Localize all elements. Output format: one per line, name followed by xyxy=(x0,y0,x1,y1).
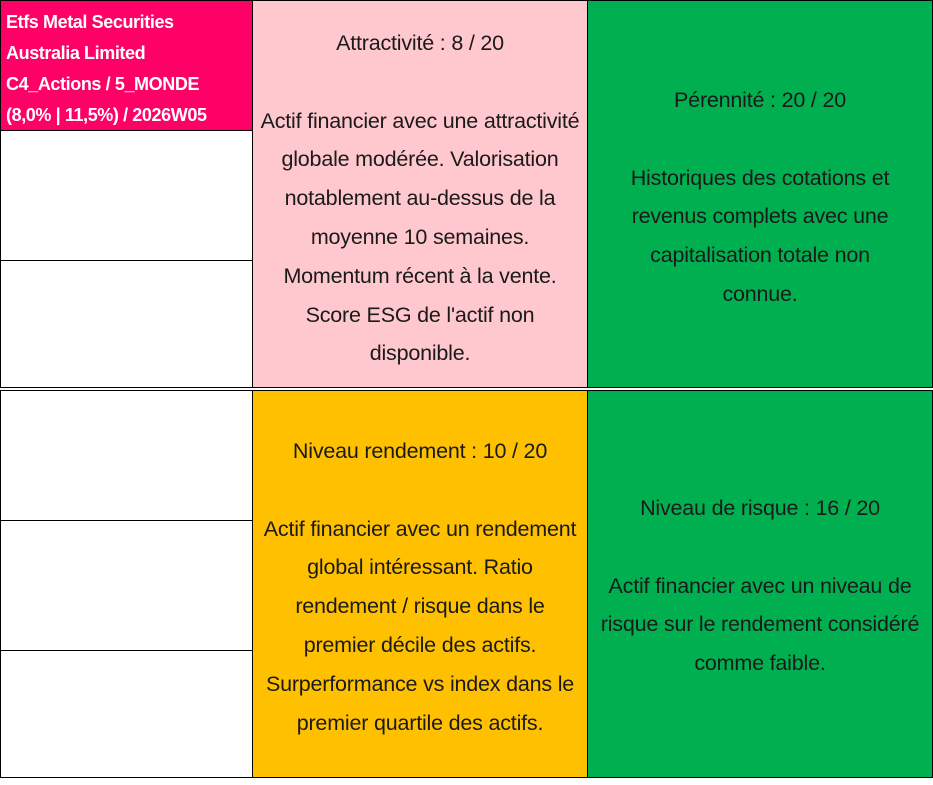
rendement-title: Niveau rendement : 10 / 20 xyxy=(292,439,548,463)
rendement-text: Actif financier avec un rendement global intéressant. Ratio rendement / risque dans le premier décile des actifs. Surperformance vs index dans le premier quartile des actifs. xyxy=(263,516,577,735)
blank-cell xyxy=(0,390,253,521)
risque-title: Niveau de risque : 16 / 20 xyxy=(640,496,880,520)
attractivite-cell xyxy=(252,0,588,388)
perennite-cell xyxy=(587,0,933,388)
asset-name-line-2: Australia Limited xyxy=(6,43,146,63)
blank-cell xyxy=(0,520,253,651)
blank-cell xyxy=(0,130,253,261)
risque-text: Actif financier avec un niveau de risque sur le rendement considéré comme faible. xyxy=(600,573,920,676)
perennite-title: Pérennité : 20 / 20 xyxy=(674,88,846,112)
blank-cell xyxy=(0,650,253,778)
attractivite-text: Actif financier avec une attractivité globale modérée. Valorisation notablement au-dessus de la moyenne 10 semaines. Momentum récent à la vente. Score ESG de l'actif non disponible. xyxy=(260,108,580,366)
risque-cell xyxy=(587,390,933,778)
perennite-text: Historiques des cotations et revenus complets avec une capitalisation totale non connue. xyxy=(630,165,890,306)
asset-name-line-1: Etfs Metal Securities xyxy=(6,12,174,32)
asset-header-cell xyxy=(0,0,253,131)
asset-period: (8,0% | 11,5%) / 2026W05 xyxy=(6,105,207,125)
asset-category: C4_Actions / 5_MONDE xyxy=(6,74,200,94)
rendement-cell xyxy=(252,390,588,778)
blank-cell xyxy=(0,260,253,388)
attractivite-title: Attractivité : 8 / 20 xyxy=(336,31,504,55)
